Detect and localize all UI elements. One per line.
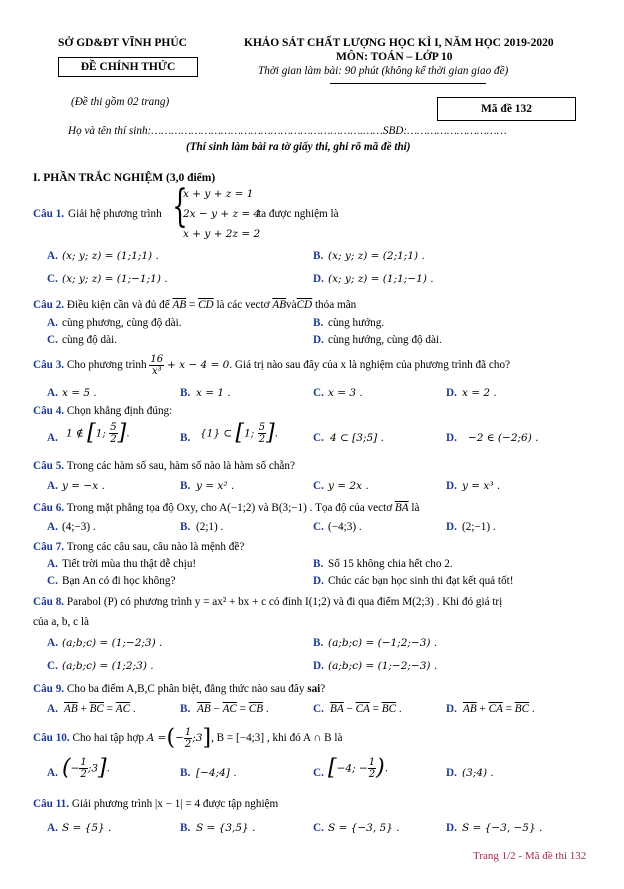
q7-option-d: Chúc các bạn học sinh thi đạt kết quả tốt! bbox=[328, 575, 514, 587]
question-11 bbox=[33, 798, 278, 810]
q8-option-c-letter: C. bbox=[47, 660, 58, 672]
question-1-label: Câu 1. bbox=[33, 208, 65, 220]
q9-option-b: $\overline{AB} - \overline{AC} = \overline{CB}$ . bbox=[197, 703, 269, 715]
question-5-text: Trong các hàm số sau, hàm số nào là hàm số chẵn? bbox=[66, 460, 295, 472]
q3-option-b-letter: B. bbox=[180, 387, 191, 399]
department-name: SỞ GD&ĐT VĨNH PHÚC bbox=[58, 37, 187, 49]
q1-option-c: (x; y; z) = (1;−1;1) . bbox=[62, 273, 168, 285]
q1-option-c-letter: C. bbox=[47, 273, 58, 285]
exam-subject: MÔN: TOÁN – LỚP 10 bbox=[336, 51, 453, 63]
q7-option-d-letter: D. bbox=[313, 575, 324, 587]
q11-option-a: S = {5} . bbox=[62, 822, 112, 834]
vector-ab: $\overline{AB}$ bbox=[172, 299, 187, 311]
vector-cd: $\overline{CD}$ bbox=[198, 299, 214, 311]
question-2-tail: thỏa mãn bbox=[314, 299, 357, 311]
q6-option-b: (2;1) . bbox=[196, 521, 224, 533]
q10-option-d-letter: D. bbox=[446, 767, 457, 779]
q8-option-a-letter: A. bbox=[47, 637, 58, 649]
q6-option-c-letter: C. bbox=[313, 521, 324, 533]
q4-option-d: −2 ∈ (−2;6) . bbox=[468, 432, 539, 444]
question-4-label: Câu 4. bbox=[33, 405, 65, 417]
exam-code-box: Mã đề 132 bbox=[437, 97, 576, 121]
q7-option-b: Số 15 không chia hết cho 2. bbox=[328, 558, 453, 570]
q4-option-c: 4 ⊂ [3;5] . bbox=[330, 432, 384, 444]
question-8 bbox=[33, 596, 502, 608]
exam-time: Thời gian làm bài: 90 phút (không kể thời gian giao đề) bbox=[258, 65, 509, 77]
question-10-label: Câu 10. bbox=[33, 732, 70, 745]
q2-option-d-letter: D. bbox=[313, 334, 324, 346]
q11-option-b-letter: B. bbox=[180, 822, 191, 834]
q6-option-c: (−4;3) . bbox=[328, 521, 362, 533]
q7-option-b-letter: B. bbox=[313, 558, 324, 570]
question-7 bbox=[33, 541, 244, 553]
instruction-note: (Thí sinh làm bài ra tờ giấy thi, ghi rõ mã đề thi) bbox=[186, 141, 411, 153]
q6-option-d: (2;−1) . bbox=[462, 521, 496, 533]
q10-option-c: [−4; − $\frac{1}{2}$ ). bbox=[328, 755, 389, 781]
q5-option-b-letter: B. bbox=[180, 480, 191, 492]
q11-option-d: S = {−3, −5} . bbox=[462, 822, 543, 834]
question-3-text: Cho phương trình bbox=[66, 359, 147, 372]
vector-ba: $\overline{BA}$ bbox=[394, 502, 409, 514]
q1-option-a: (x; y; z) = (1;1;1) . bbox=[62, 250, 159, 262]
q5-option-c: y = 2x . bbox=[328, 480, 369, 492]
question-8-line2: của a, b, c là bbox=[33, 616, 89, 628]
q2-option-a: cùng phương, cùng độ dài. bbox=[62, 317, 182, 329]
vector-ab-2: $\overline{AB}$ bbox=[272, 299, 287, 311]
q9-option-c-letter: C. bbox=[313, 703, 324, 715]
q1-option-a-letter: A. bbox=[47, 250, 58, 262]
q8-option-a: (a;b;c) = (1;−2;3) . bbox=[62, 637, 163, 649]
q2-option-a-letter: A. bbox=[47, 317, 58, 329]
question-9-label: Câu 9. bbox=[33, 683, 65, 695]
question-2-mid: là các vectơ bbox=[216, 299, 270, 311]
q11-option-c: S = {−3, 5} . bbox=[328, 822, 400, 834]
q3-option-b: x = 1 . bbox=[196, 387, 231, 399]
q2-option-c-letter: C. bbox=[47, 334, 58, 346]
question-3-tail: . Giá trị nào sau đây của x là nghiệm của phương trình đã cho? bbox=[229, 359, 511, 372]
q7-option-a: Tiết trời mùa thu thật dễ chịu! bbox=[62, 558, 197, 570]
vector-cd-2: $\overline{CD}$ bbox=[296, 299, 313, 311]
q10-option-a-letter: A. bbox=[47, 767, 58, 779]
q1-option-b: (x; y; z) = (2;1;1) . bbox=[328, 250, 425, 262]
q5-option-b: y = x² . bbox=[196, 480, 235, 492]
q2-option-b: cùng hướng. bbox=[328, 317, 385, 329]
q10-option-c-letter: C. bbox=[313, 767, 324, 779]
q4-option-b-letter: B. bbox=[180, 432, 191, 444]
question-9-text: Cho ba điểm A,B,C phân biệt, đẳng thức nào sau đây bbox=[66, 683, 305, 695]
page-count-note: (Đề thi gồm 02 trang) bbox=[71, 96, 170, 108]
fraction-16-x3: $\frac{16}{\text{x³}}$ bbox=[150, 354, 164, 377]
q4-option-a-letter: A. bbox=[47, 432, 58, 444]
q11-option-d-letter: D. bbox=[446, 822, 457, 834]
q10-option-b-letter: B. bbox=[180, 767, 191, 779]
question-6 bbox=[33, 502, 419, 514]
question-11-label: Câu 11. bbox=[33, 798, 70, 810]
question-1-text: Giải hệ phương trình bbox=[68, 208, 162, 220]
q6-option-a-letter: A. bbox=[47, 521, 58, 533]
q5-option-a-letter: A. bbox=[47, 480, 58, 492]
question-2 bbox=[33, 299, 356, 311]
q7-option-a-letter: A. bbox=[47, 558, 58, 570]
q3-option-c-letter: C. bbox=[313, 387, 324, 399]
question-9-sai: sai bbox=[307, 683, 321, 695]
q3-option-a-letter: A. bbox=[47, 387, 58, 399]
question-10: Câu 10. Cho hai tập hợp A =(− $\frac{1}{2}$ ;3], B = [−4;3] , khi đó A ∩ B là bbox=[33, 725, 343, 751]
system-eq-2: 2x − y + z = 4 bbox=[183, 208, 261, 220]
question-6-label: Câu 6. bbox=[33, 502, 65, 514]
q8-option-b-letter: B. bbox=[313, 637, 324, 649]
question-6-tail: là bbox=[411, 502, 420, 514]
q3-option-d-letter: D. bbox=[446, 387, 457, 399]
q5-option-a: y = −x . bbox=[62, 480, 105, 492]
q2-option-c: cùng độ dài. bbox=[62, 334, 117, 346]
q9-option-c: $\overline{BA} - \overline{CA} = \overline{BC}$ . bbox=[330, 703, 402, 715]
q4-option-b: {1} ⊂ [1; $\frac{5}{2}$ ]. bbox=[200, 420, 278, 446]
q4-option-d-letter: D. bbox=[446, 432, 457, 444]
page-footer: Trang 1/2 - Mã đề thi 132 bbox=[473, 850, 587, 862]
q3-option-a: x = 5 . bbox=[62, 387, 97, 399]
q11-option-a-letter: A. bbox=[47, 822, 58, 834]
title-underline bbox=[330, 83, 486, 84]
question-2-label: Câu 2. bbox=[33, 299, 65, 311]
q10-option-d: (3;4) . bbox=[462, 767, 494, 779]
q10-option-b: [−4;4] . bbox=[196, 767, 237, 779]
question-4 bbox=[33, 405, 172, 417]
question-9: Câu 9. Cho ba điểm A,B,C phân biệt, đẳng thức nào sau đây sai? bbox=[33, 683, 326, 695]
q2-option-d: cùng hướng, cùng độ dài. bbox=[328, 334, 442, 346]
q6-option-b-letter: B. bbox=[180, 521, 191, 533]
question-4-text: Chọn khẳng định đúng: bbox=[66, 405, 173, 417]
question-3-label: Câu 3. bbox=[33, 359, 65, 372]
q4-option-a: 1 ∉ [1; $\frac{5}{2}$ ]. bbox=[66, 420, 130, 446]
q8-option-c: (a;b;c) = (1;2;3) . bbox=[62, 660, 154, 672]
candidate-name-line: Họ và tên thí sinh:……………………………………………………….……SBD:………………………… bbox=[68, 125, 507, 137]
question-3-equation: + x − 4 = 0 bbox=[166, 359, 230, 372]
system-brace: { bbox=[172, 181, 188, 232]
q8-option-b: (a;b;c) = (−1;2;−3) . bbox=[328, 637, 438, 649]
q3-option-d: x = 2 . bbox=[462, 387, 497, 399]
question-6-text: Trong mặt phẳng tọa độ Oxy, cho A(−1;2) và B(3;−1) . Tọa độ của vectơ bbox=[66, 502, 393, 514]
q8-option-d-letter: D. bbox=[313, 660, 324, 672]
q1-option-d: (x; y; z) = (1;1;−1) . bbox=[328, 273, 434, 285]
q9-option-a-letter: A. bbox=[47, 703, 58, 715]
question-1-tail: ta được nghiệm là bbox=[258, 208, 339, 220]
question-5 bbox=[33, 460, 295, 472]
system-eq-3: x + y + 2z = 2 bbox=[183, 228, 261, 240]
q1-option-b-letter: B. bbox=[313, 250, 324, 262]
question-3 bbox=[33, 354, 510, 377]
system-eq-1: x + y + z = 1 bbox=[183, 188, 254, 200]
question-8-label: Câu 8. bbox=[33, 596, 65, 608]
q5-option-d-letter: D. bbox=[446, 480, 457, 492]
q9-option-a: $\overline{AB} + \overline{BC} = \overline{AC}$ . bbox=[64, 703, 136, 715]
q8-option-d: (a;b;c) = (1;−2;−3) . bbox=[328, 660, 438, 672]
question-7-text: Trong các câu sau, câu nào là mệnh đề? bbox=[66, 541, 245, 553]
q9-option-d-letter: D. bbox=[446, 703, 457, 715]
question-7-label: Câu 7. bbox=[33, 541, 65, 553]
question-2-text: Điều kiện cần và đủ để bbox=[66, 299, 170, 311]
question-10-text: Cho hai tập hợp bbox=[72, 732, 144, 745]
section-title: I. PHẦN TRẮC NGHIỆM (3,0 điểm) bbox=[33, 172, 216, 184]
q11-option-c-letter: C. bbox=[313, 822, 324, 834]
official-badge: ĐỀ CHÍNH THỨC bbox=[58, 57, 198, 77]
q3-option-c: x = 3 . bbox=[328, 387, 363, 399]
q1-option-d-letter: D. bbox=[313, 273, 324, 285]
question-11-text: Giải phương trình |x − 1| = 4 được tập nghiệm bbox=[71, 798, 279, 810]
q10-option-a: (− $\frac{1}{2}$ ;3]. bbox=[62, 755, 110, 781]
q9-option-b-letter: B. bbox=[180, 703, 191, 715]
q6-option-a: (4;−3) . bbox=[62, 521, 96, 533]
q7-option-c-letter: C. bbox=[47, 575, 58, 587]
q11-option-b: S = {3,5} . bbox=[196, 822, 256, 834]
question-8-text: Parabol (P) có phương trình y = ax² + bx + c có đỉnh I(1;2) và đi qua điểm M(2;3) . Khi đó giá trị bbox=[66, 596, 503, 608]
q2-option-b-letter: B. bbox=[313, 317, 324, 329]
q6-option-d-letter: D. bbox=[446, 521, 457, 533]
exam-title: KHẢO SÁT CHẤT LƯỢNG HỌC KÌ I, NĂM HỌC 2019-2020 bbox=[244, 37, 554, 49]
equals-sign: = bbox=[188, 299, 196, 311]
q7-option-c: Bạn An có đi học không? bbox=[62, 575, 176, 587]
q9-option-d: $\overline{AB} + \overline{CA} = \overline{BC}$ . bbox=[463, 703, 535, 715]
question-5-label: Câu 5. bbox=[33, 460, 65, 472]
q4-option-c-letter: C. bbox=[313, 432, 324, 444]
q5-option-d: y = x³ . bbox=[462, 480, 501, 492]
q5-option-c-letter: C. bbox=[313, 480, 324, 492]
and-word: và bbox=[286, 299, 297, 311]
